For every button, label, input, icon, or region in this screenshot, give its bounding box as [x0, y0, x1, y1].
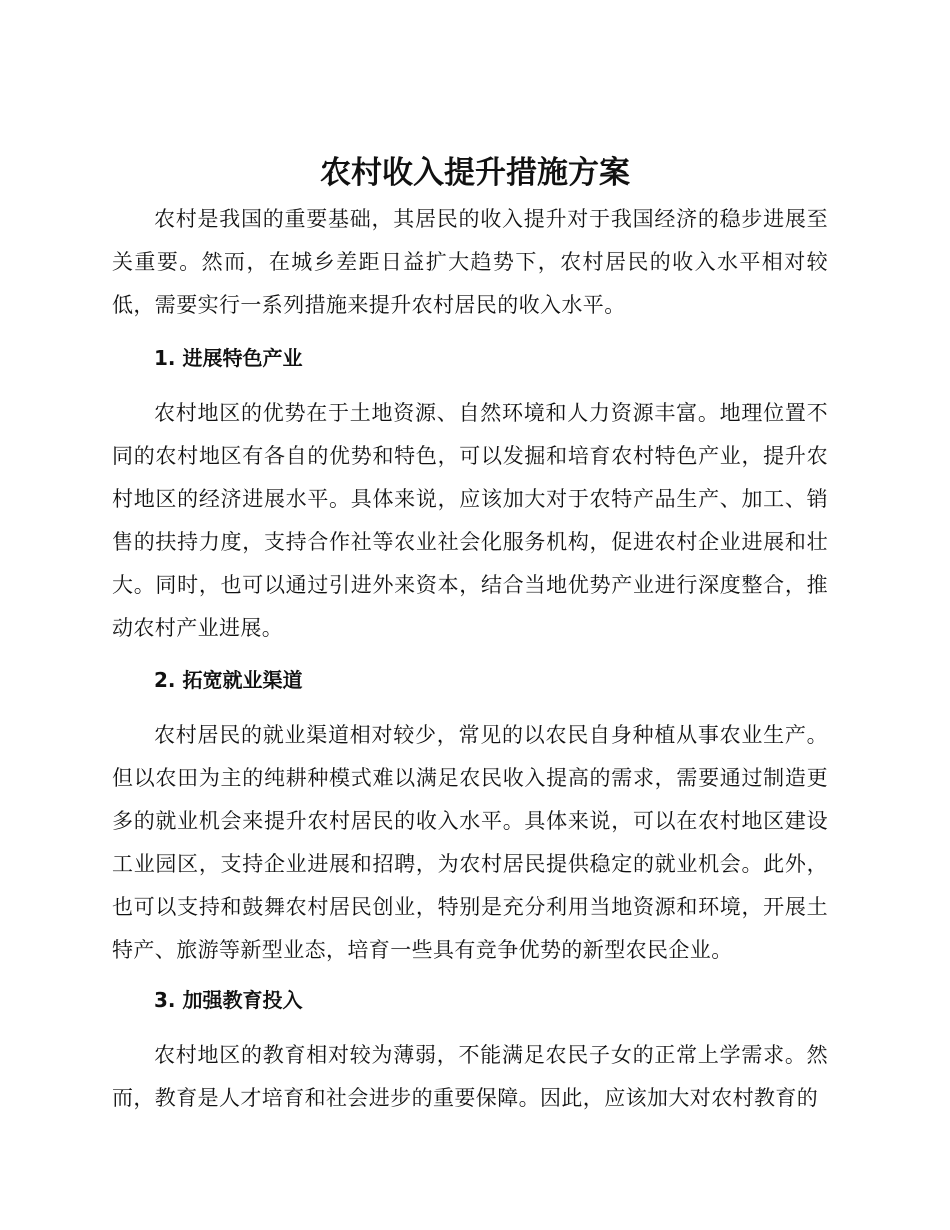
section-paragraph-1: 农村地区的优势在于土地资源、自然环境和人力资源丰富。地理位置不同的农村地区有各自的优势和特色，可以发掘和培育农村特色产业，提升农村地区的经济进展水平。具体来说，应该加大对于农特产品生产、加工、销售的扶持力度，支持合作社等农业社会化服务机构，促进农村企业进展和壮大。同时，也可以通过引进外来资本，结合当地优势产业进行深度整合，推动农村产业进展。: [112, 401, 828, 640]
section-heading-1: 1. 进展特色产业: [154, 346, 303, 370]
document-title: 农村收入提升措施方案: [320, 155, 630, 191]
section-paragraph-3: 农村地区的教育相对较为薄弱，不能满足农民子女的正常上学需求。然而，教育是人才培育和社会进步的重要保障。因此，应该加大对农村教育的: [112, 1043, 828, 1110]
section-paragraph-2: 农村居民的就业渠道相对较少，常见的以农民自身种植从事农业生产。但以农田为主的纯耕种模式难以满足农民收入提高的需求，需要通过制造更多的就业机会来提升农村居民的收入水平。具体来说，可以在农村地区建设工业园区，支持企业进展和招聘，为农村居民提供稳定的就业机会。此外，也可以支持和鼓舞农村居民创业，特别是充分利用当地资源和环境，开展土特产、旅游等新型业态，培育一些具有竞争优势的新型农民企业。: [112, 723, 828, 962]
section-heading-2: 2. 拓宽就业渠道: [154, 668, 303, 692]
section-heading-3: 3. 加强教育投入: [154, 988, 303, 1012]
intro-paragraph: 农村是我国的重要基础，其居民的收入提升对于我国经济的稳步进展至关重要。然而，在城乡差距日益扩大趋势下，农村居民的收入水平相对较低，需要实行一系列措施来提升农村居民的收入水平。: [112, 207, 828, 317]
